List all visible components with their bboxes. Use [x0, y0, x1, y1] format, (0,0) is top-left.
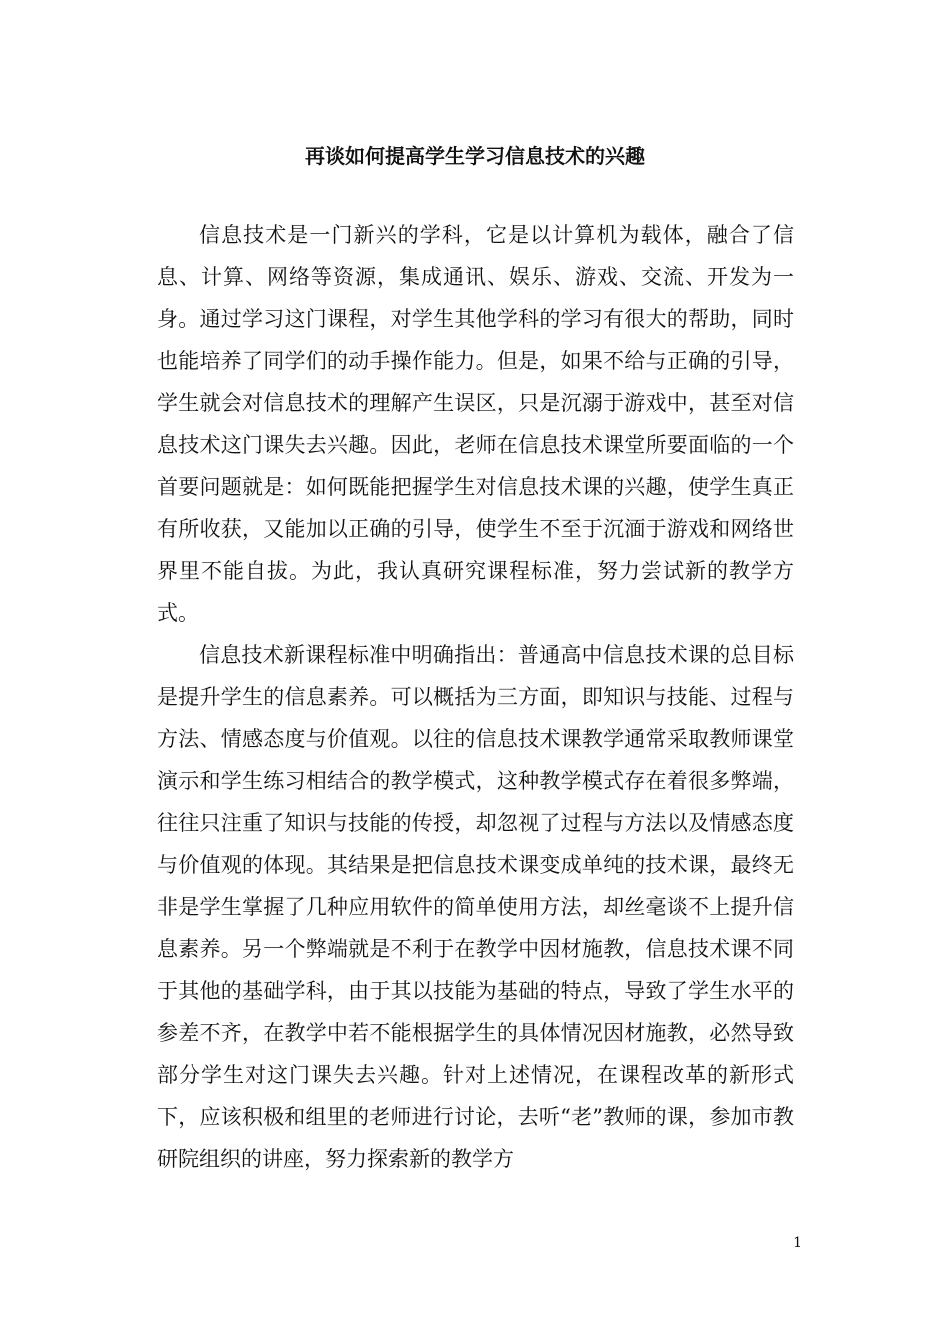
- page-number: 1: [793, 1235, 802, 1251]
- document-title: 再谈如何提高学生学习信息技术的兴趣: [305, 144, 645, 168]
- paragraph-1: 信息技术是一门新兴的学科，它是以计算机为载体，融合了信息、计算、网络等资源，集成通讯、娱乐、游戏、交流、开发为一身。通过学习这门课程，对学生其他学科的学习有很大的帮助，同时也能培养了同学们的动手操作能力。但是，如果不给与正确的引导，学生就会对信息技术的理解产生误区，只是沉溺于游戏中，甚至对信息技术这门课失去兴趣。因此，老师在信息技术课堂所要面临的一个首要问题就是：如何既能把握学生对信息技术课的兴趣，使学生真正有所收获，又能加以正确的引导，使学生不至于沉湎于游戏和网络世界里不能自拔。为此，我认真研究课程标准，努力尝试新的教学方式。: [157, 223, 794, 625]
- paragraph-2: 信息技术新课程标准中明确指出：普通高中信息技术课的总目标是提升学生的信息素养。可以概括为三方面，即知识与技能、过程与方法、情感态度与价值观。以往的信息技术课教学通常采取教师课堂演示和学生练习相结合的教学模式，这种教学模式存在着很多弊端，往往只注重了知识与技能的传授，却忽视了过程与方法以及情感态度与价值观的体现。其结果是把信息技术课变成单纯的技术课，最终无非是学生掌握了几种应用软件的简单使用方法，却丝毫谈不上提升信息素养。另一个弊端就是不利于在教学中因材施教，信息技术课不同于其他的基础学科，由于其以技能为基础的特点，导致了学生水平的参差不齐，在教学中若不能根据学生的具体情况因材施教，必然导致部分学生对这门课失去兴趣。针对上述情况，在课程改革的新形式下，应该积极和组里的老师进行讨论，去听“老”教师的课，参加市教研院组织的讲座，努力探索新的教学方: [157, 643, 794, 1171]
- document-body: [157, 214, 794, 1180]
